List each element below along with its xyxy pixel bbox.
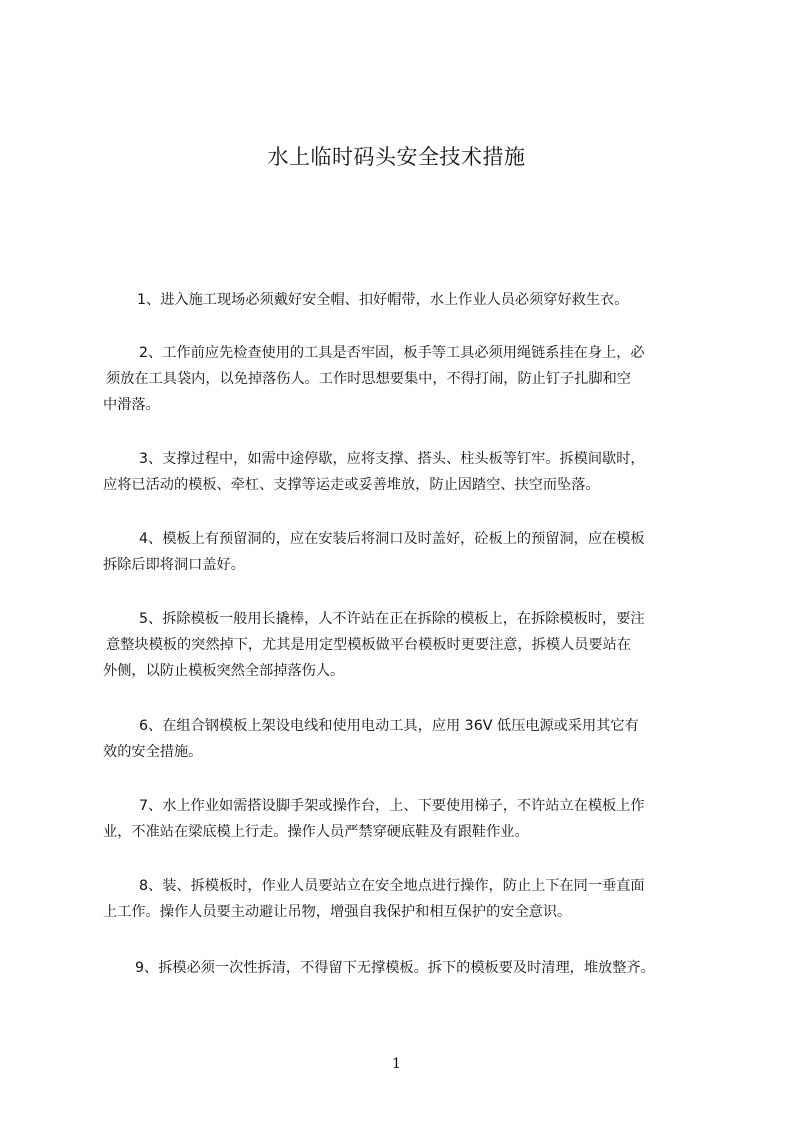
paragraph-line: 2、工作前应先检查使用的工具是否牢固，板手等工具必须用绳链系挂在身上，必	[139, 345, 645, 361]
paragraph-line: 4、模板上有预留洞的，应在安装后将洞口及时盖好，砼板上的预留洞，应在模板	[139, 531, 645, 547]
paragraph-line: 6、在组合钢模板上架设电线和使用电动工具，应用 36V 低压电源或采用其它有	[139, 718, 639, 734]
paragraph-line: 上工作。操作人员要主动避让吊物，增强自我保护和相互保护的安全意识。	[103, 904, 572, 920]
paragraph-line: 3、支撑过程中，如需中途停歇，应将支撑、搭头、柱头板等钉牢。拆模间歇时，	[139, 451, 645, 467]
paragraph-line: 8、装、拆模板时，作业人员要站立在安全地点进行操作，防止上下在同一垂直面	[139, 878, 645, 894]
paragraph-line: 5、拆除模板一般用长撬棒，人不许站在正在拆除的模板上，在拆除模板时，要注	[139, 611, 645, 627]
paragraph-4	[103, 526, 718, 578]
paragraph-1	[103, 287, 718, 313]
paragraph-line: 7、水上作业如需搭设脚手架或操作台，上、下要使用梯子，不许站立在模板上作	[139, 798, 645, 814]
paragraph-line: 中滑落。	[103, 397, 160, 413]
paragraph-line: 效的安全措施。	[103, 744, 203, 760]
paragraph-9	[103, 955, 718, 981]
page-number: 1	[392, 1056, 401, 1072]
paragraph-line: 9、拆模必须一次性拆清，不得留下无撑模板。拆下的模板要及时清理，堆放整齐。	[135, 960, 655, 976]
paragraph-7	[103, 793, 718, 845]
document-title: 水上临时码头安全技术措施	[267, 145, 526, 169]
paragraph-2	[103, 340, 718, 418]
paragraph-3	[103, 446, 718, 498]
paragraph-8	[103, 873, 718, 925]
paragraph-6	[103, 713, 718, 765]
paragraph-line: 业，不准站在梁底模上行走。操作人员严禁穿硬底鞋及有跟鞋作业。	[103, 824, 529, 840]
paragraph-line: 1、进入施工现场必须戴好安全帽、扣好帽带，水上作业人员必须穿好救生衣。	[137, 292, 629, 308]
paragraph-5	[103, 606, 718, 684]
paragraph-line: 外侧，以防止模板突然全部掉落伤人。	[103, 663, 345, 679]
paragraph-line: 意整块模板的突然掉下，尤其是用定型模板做平台模板时更要注意，拆模人员要站在	[106, 637, 631, 653]
paragraph-line: 须放在工具袋内，以免掉落伤人。工作时思想要集中，不得打闹，防止钉子扎脚和空	[106, 371, 631, 387]
paragraph-line: 应将已活动的模板、牵杠、支撑等运走或妥善堆放，防止因踏空、扶空而坠落。	[103, 477, 600, 493]
paragraph-line: 拆除后即将洞口盖好。	[103, 557, 245, 573]
